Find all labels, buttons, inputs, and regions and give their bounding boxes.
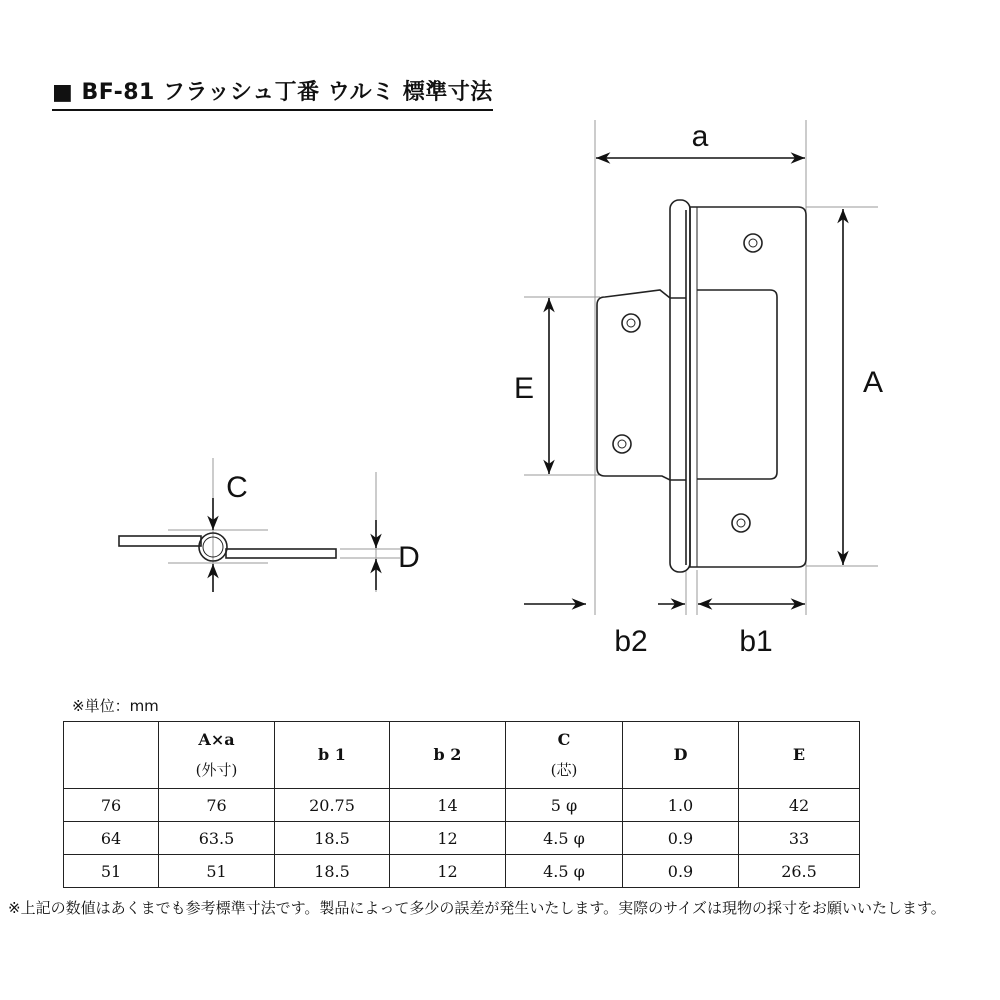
label-b1: b1 <box>739 625 773 658</box>
header-E: E <box>739 722 860 789</box>
table-cell: 12 <box>390 822 506 855</box>
header-size <box>64 722 159 789</box>
table-cell: 1.0 <box>623 789 739 822</box>
header-b2: b 2 <box>390 722 506 789</box>
table-row <box>64 789 860 822</box>
table-cell: 51 <box>159 855 275 888</box>
screw-hole <box>618 440 626 448</box>
label-E: E <box>513 372 535 405</box>
table-row <box>64 822 860 855</box>
table-cell: 51 <box>64 855 159 888</box>
table-cell: 0.9 <box>623 822 739 855</box>
spec-table <box>63 721 860 888</box>
table-header-row <box>64 722 860 789</box>
label-C: C <box>226 471 248 504</box>
header-C: C (芯) <box>506 722 623 789</box>
label-A: A <box>862 366 884 399</box>
table-cell: 76 <box>159 789 275 822</box>
table-cell: 4.5 φ <box>506 822 623 855</box>
table-cell: 14 <box>390 789 506 822</box>
side-leaf-right <box>226 549 336 558</box>
hinge-leaf-b2 <box>597 290 686 480</box>
unit-note: ※単位：mm <box>72 697 159 715</box>
label-D: D <box>398 541 420 574</box>
hinge-recess <box>697 290 777 479</box>
table-cell: 12 <box>390 855 506 888</box>
hinge-front-view <box>597 200 806 572</box>
screw-hole <box>627 319 635 327</box>
table-cell: 18.5 <box>275 855 390 888</box>
table-cell: 18.5 <box>275 822 390 855</box>
screw-hole <box>732 514 750 532</box>
table-cell: 64 <box>64 822 159 855</box>
label-a: a <box>691 120 709 153</box>
table-cell: 63.5 <box>159 822 275 855</box>
screw-holes <box>613 234 762 532</box>
header-b1: b 1 <box>275 722 390 789</box>
hinge-leaf-b1 <box>690 207 806 567</box>
table-cell: 33 <box>739 822 860 855</box>
table-cell: 76 <box>64 789 159 822</box>
screw-hole <box>744 234 762 252</box>
table-cell: 20.75 <box>275 789 390 822</box>
table-cell: 5 φ <box>506 789 623 822</box>
extension-lines <box>168 120 878 615</box>
screw-hole <box>737 519 745 527</box>
table-cell: 42 <box>739 789 860 822</box>
hinge-side-view <box>119 533 336 561</box>
table-row <box>64 855 860 888</box>
side-leaf-left <box>119 536 201 546</box>
screw-hole <box>613 435 631 453</box>
footer-note: ※上記の数値はあくまでも参考標準寸法です。製品によって多少の誤差が発生いたします。実際のサイズは現物の採寸をお願いいたします。 <box>8 899 946 917</box>
table-cell: 0.9 <box>623 855 739 888</box>
page-title: ■ BF-81 フラッシュ丁番 ウルミ 標準寸法 <box>52 78 493 111</box>
hinge-knuckle <box>670 200 690 572</box>
header-A-a: A×a (外寸) <box>159 722 275 789</box>
screw-hole <box>749 239 757 247</box>
table-cell: 26.5 <box>739 855 860 888</box>
screw-hole <box>622 314 640 332</box>
label-b2: b2 <box>614 625 648 658</box>
table-cell: 4.5 φ <box>506 855 623 888</box>
header-D: D <box>623 722 739 789</box>
